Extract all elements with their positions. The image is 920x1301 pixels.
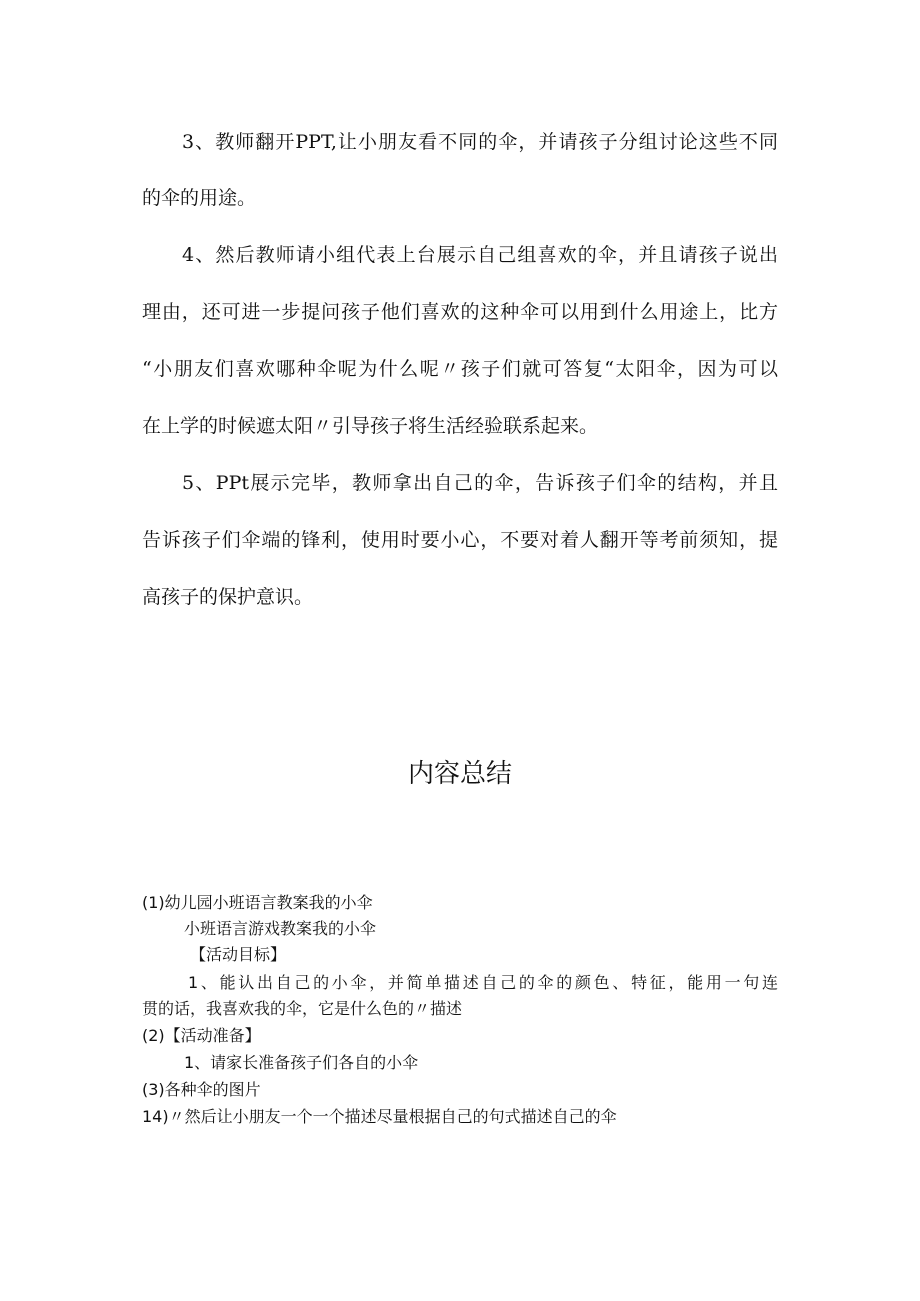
summary-item-7: 1、请家长准备孩子们各自的小伞 — [184, 1053, 419, 1072]
paragraph-4-line-1: 4、然后教师请小组代表上台展示自己组喜欢的伞，并且请孩子说出 — [182, 244, 778, 266]
summary-item-3: 【活动目标】 — [190, 945, 287, 964]
summary-item-2: 小班语言游戏教案我的小伞 — [184, 919, 377, 938]
paragraph-4-line-2: 理由，还可进一步提问孩子他们喜欢的这种伞可以用到什么用途上，比方 — [142, 301, 778, 323]
paragraph-4-line-3: “小朋友们喜欢哪种伞呢为什么呢〃孩子们就可答复“太阳伞，因为可以 — [142, 358, 778, 380]
summary-item-5: 贯的话，我喜欢我的伞，它是什么色的〃描述 — [142, 999, 463, 1018]
summary-item-6: (2)【活动准备】 — [142, 1026, 261, 1045]
summary-item-1: (1)幼儿园小班语言教案我的小伞 — [142, 893, 373, 912]
paragraph-3-line-2: 的伞的用途。 — [142, 187, 257, 209]
paragraph-3-line-1: 3、教师翻开PPT,让小朋友看不同的伞，并请孩子分组讨论这些不同 — [182, 131, 778, 153]
paragraph-5-line-2: 告诉孩子们伞端的锋利，使用时要小心，不要对着人翻开等考前须知，提 — [142, 529, 778, 551]
summary-title: 内容总结 — [407, 759, 512, 789]
summary-item-4: 1、能认出自己的小伞，并简单描述自己的伞的颜色、特征，能用一句连 — [188, 973, 778, 992]
paragraph-4-line-4: 在上学的时候遮太阳〃引导孩子将生活经验联系起来。 — [142, 415, 599, 437]
paragraph-5-line-3: 高孩子的保护意识。 — [142, 586, 314, 608]
summary-item-9: 14)〃然后让小朋友一个一个描述尽量根据自己的句式描述自己的伞 — [142, 1107, 617, 1126]
summary-item-8: (3)各种伞的图片 — [142, 1080, 261, 1099]
paragraph-5-line-1: 5、PPt展示完毕，教师拿出自己的伞，告诉孩子们伞的结构，并且 — [182, 472, 778, 494]
